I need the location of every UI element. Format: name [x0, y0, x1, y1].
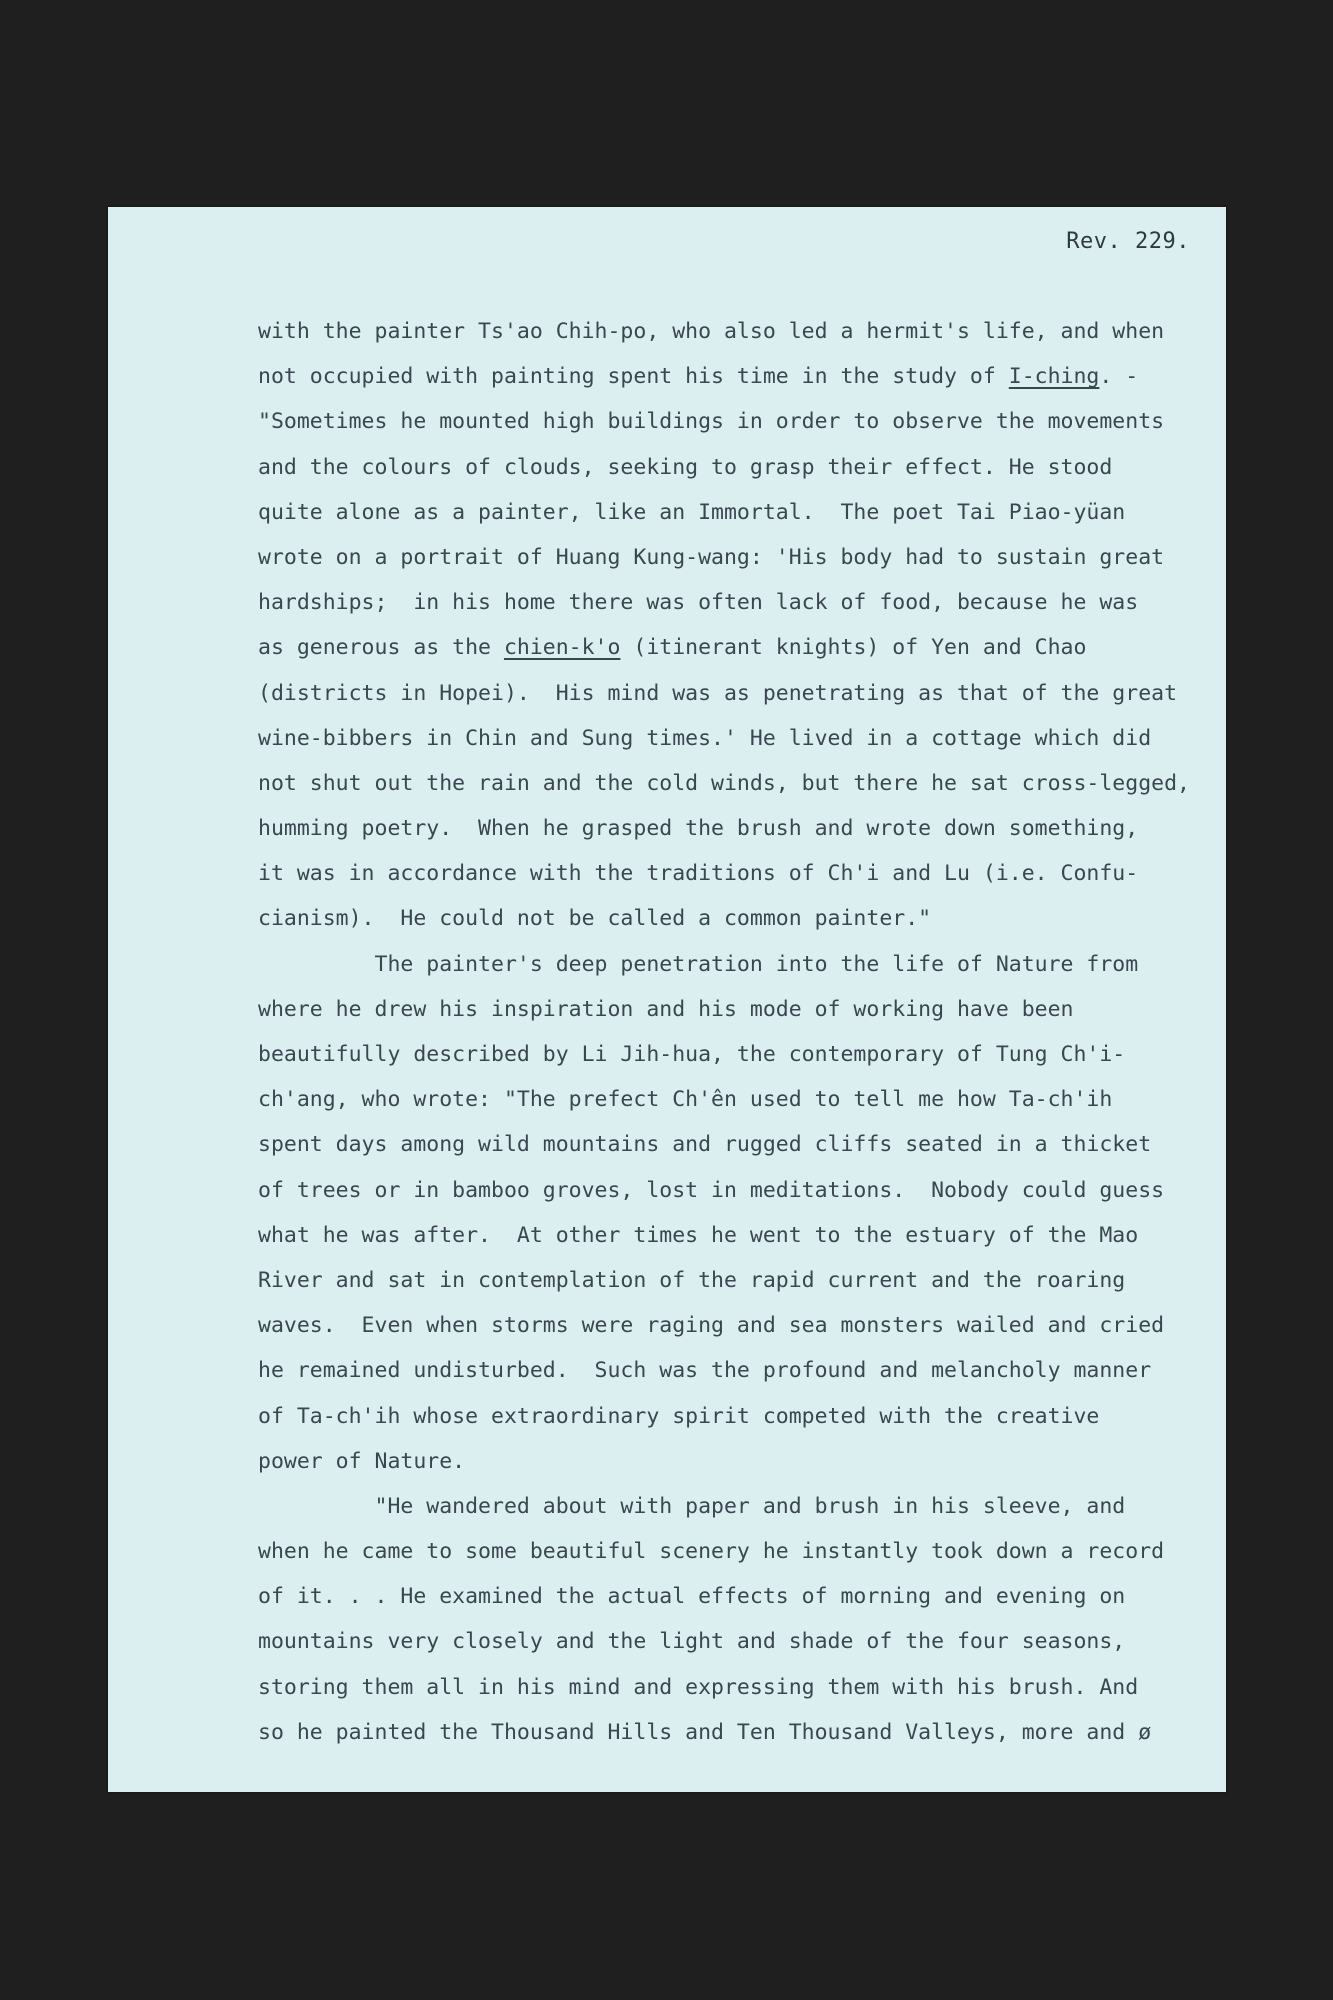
text-segment: as generous as the — [258, 635, 504, 661]
text-segment: with the painter Ts'ao Chih-po, who also led a hermit's life, and when — [258, 319, 1165, 344]
text-segment: "Sometimes he mounted high buildings in order to observe the movements — [258, 409, 1165, 435]
text-line — [258, 1213, 1218, 1258]
text-segment: spent days among wild mountains and rugged cliffs seated in a thicket — [258, 1132, 1152, 1158]
text-line — [258, 942, 1218, 987]
text-segment: of trees or in bamboo groves, lost in meditations. Nobody could guess — [258, 1177, 1165, 1203]
text-line — [258, 896, 1218, 941]
text-line — [258, 1032, 1218, 1077]
text-line — [258, 851, 1218, 896]
text-line — [258, 354, 1218, 399]
typescript-page — [108, 207, 1226, 1792]
text-line — [258, 1574, 1218, 1619]
text-line — [258, 716, 1218, 761]
text-line — [258, 761, 1218, 806]
text-line — [258, 309, 1218, 354]
underlined-term: I-ching — [1008, 364, 1100, 390]
text-segment: and the colours of clouds, seeking to grasp their effect. He stood — [258, 454, 1113, 480]
underlined-term: chien-k'o — [503, 635, 621, 661]
text-line — [258, 1122, 1218, 1167]
body-text — [258, 309, 1218, 1755]
text-segment: mountains very closely and the light and shade of the four seasons, — [258, 1629, 1126, 1655]
text-line — [258, 580, 1218, 625]
text-line — [258, 445, 1218, 490]
text-segment: The painter's deep penetration into the life of Nature from — [258, 951, 1139, 977]
text-segment: what he was after. At other times he went to the estuary of the Mao — [258, 1222, 1139, 1248]
text-segment: (districts in Hopei). His mind was as penetrating as that of the great — [258, 680, 1178, 706]
text-segment: wine-bibbers in Chin and Sung times.' He lived in a cottage which did — [258, 725, 1152, 751]
text-segment: . - — [1099, 364, 1139, 390]
text-segment: not occupied with painting spent his time in the study of — [258, 364, 1009, 390]
text-line — [258, 671, 1218, 716]
text-line — [258, 1529, 1218, 1574]
text-line — [258, 1348, 1218, 1393]
page-reference: Rev. 229. — [1066, 229, 1190, 254]
text-segment: waves. Even when storms were raging and sea monsters wailed and cried — [258, 1313, 1165, 1339]
text-line — [258, 1258, 1218, 1303]
text-line — [258, 490, 1218, 535]
text-segment: power of Nature. — [258, 1448, 466, 1474]
text-segment: quite alone as a painter, like an Immortal. The poet Tai Piao-yüan — [258, 499, 1126, 525]
text-line — [258, 806, 1218, 851]
text-segment: wrote on a portrait of Huang Kung-wang: 'His body had to sustain great — [258, 544, 1165, 570]
text-segment: of Ta-ch'ih whose extraordinary spirit competed with the creative — [258, 1403, 1100, 1429]
text-line — [258, 625, 1218, 670]
text-segment: storing them all in his mind and expressing them with his brush. And — [258, 1674, 1139, 1700]
text-segment: ch'ang, who wrote: "The prefect Ch'ên used to tell me how Ta-ch'ih — [258, 1087, 1113, 1113]
text-segment: when he came to some beautiful scenery he instantly took down a record — [258, 1539, 1165, 1565]
text-segment: River and sat in contemplation of the rapid current and the roaring — [258, 1267, 1126, 1293]
text-segment: hardships; in his home there was often lack of food, because he was — [258, 590, 1139, 616]
text-line — [258, 1077, 1218, 1122]
text-segment: not shut out the rain and the cold winds, but there he sat cross-legged, — [258, 770, 1190, 796]
text-line — [258, 1168, 1218, 1213]
text-segment: of it. . . He examined the actual effects of morning and evening on — [258, 1584, 1126, 1610]
text-line — [258, 1665, 1218, 1710]
text-line — [258, 535, 1218, 580]
text-line — [258, 1484, 1218, 1529]
text-segment: "He wandered about with paper and brush in his sleeve, and — [258, 1493, 1126, 1519]
text-segment: he remained undisturbed. Such was the profound and melancholy manner — [258, 1358, 1152, 1384]
text-line — [258, 1439, 1218, 1484]
text-segment: cianism). He could not be called a common painter." — [258, 906, 932, 932]
text-line — [258, 399, 1218, 444]
text-segment: where he drew his inspiration and his mode of working have been — [258, 996, 1074, 1022]
text-segment: beautifully described by Li Jih-hua, the contemporary of Tung Ch'i- — [258, 1042, 1126, 1067]
text-segment: so he painted the Thousand Hills and Ten Thousand Valleys, more and ø — [258, 1719, 1152, 1745]
text-line — [258, 1394, 1218, 1439]
text-line — [258, 1303, 1218, 1348]
text-line — [258, 987, 1218, 1032]
text-segment: (itinerant knights) of Yen and Chao — [620, 635, 1087, 661]
text-segment: it was in accordance with the traditions of Ch'i and Lu (i.e. Confu- — [258, 861, 1139, 887]
text-segment: humming poetry. When he grasped the brush and wrote down something, — [258, 816, 1139, 842]
text-line — [258, 1710, 1218, 1755]
text-line — [258, 1619, 1218, 1664]
